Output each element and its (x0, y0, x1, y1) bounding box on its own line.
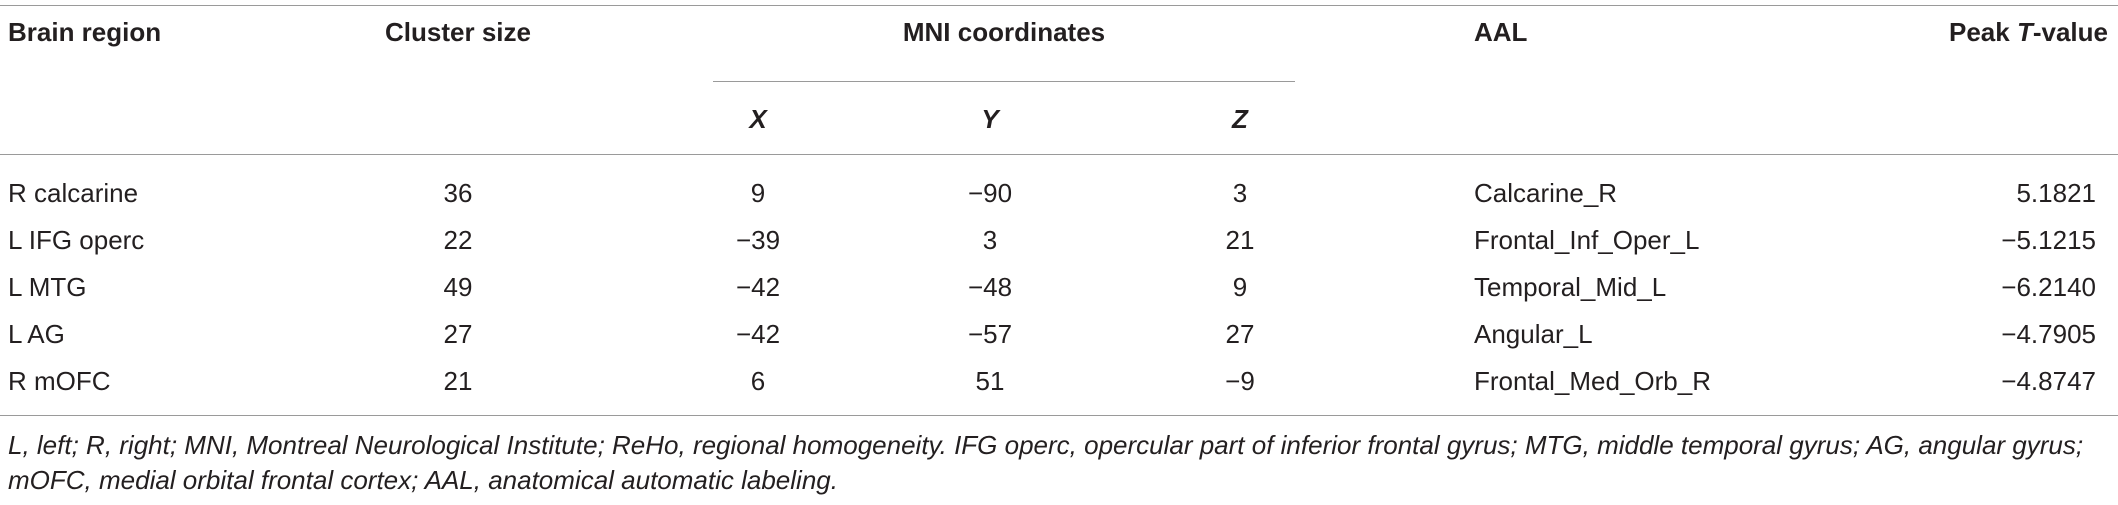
cell-y: −57 (967, 319, 1013, 349)
cell-region: L AG (8, 319, 65, 349)
cell-aal: Angular_L (1474, 319, 1593, 349)
header-peak-t-value: Peak T-value (1949, 17, 2108, 47)
cell-peak-t: −5.1215 (2001, 225, 2096, 255)
cell-cluster-size: 36 (443, 178, 473, 208)
header-aal: AAL (1474, 17, 1528, 47)
cell-peak-t: −4.8747 (2001, 366, 2096, 396)
cell-peak-t: −6.2140 (2001, 272, 2096, 302)
cell-z: 21 (1225, 225, 1255, 255)
cell-y: −90 (967, 178, 1013, 208)
cell-cluster-size: 22 (443, 225, 473, 255)
cell-aal: Frontal_Med_Orb_R (1474, 366, 1711, 396)
cell-x: 6 (750, 366, 766, 396)
cell-y: 3 (982, 225, 998, 255)
cell-x: −39 (735, 225, 781, 255)
mni-group-rule (713, 81, 1295, 82)
cell-y: −48 (967, 272, 1013, 302)
header-cluster-size: Cluster size (385, 17, 531, 47)
cell-region: R mOFC (8, 366, 111, 396)
cell-y: 51 (975, 366, 1005, 396)
header-y: Y (981, 104, 999, 134)
cell-region: L IFG operc (8, 225, 145, 255)
cell-aal: Calcarine_R (1474, 178, 1618, 208)
cell-region: R calcarine (8, 178, 139, 208)
cell-peak-t: 5.1821 (2016, 178, 2096, 208)
cell-aal: Temporal_Mid_L (1474, 272, 1667, 302)
cell-cluster-size: 49 (443, 272, 473, 302)
cell-aal: Frontal_Inf_Oper_L (1474, 225, 1700, 255)
table-bottom-rule (0, 415, 2118, 416)
cell-peak-t: −4.7905 (2001, 319, 2096, 349)
cell-x: −42 (735, 319, 781, 349)
cell-region: L MTG (8, 272, 87, 302)
cell-z: 27 (1225, 319, 1255, 349)
header-x: X (749, 104, 767, 134)
cell-z: 3 (1232, 178, 1248, 208)
cell-x: −42 (735, 272, 781, 302)
header-mni-coordinates: MNI coordinates (902, 17, 1106, 47)
header-brain-region: Brain region (8, 17, 162, 47)
cell-cluster-size: 21 (443, 366, 473, 396)
cell-z: −9 (1225, 366, 1255, 396)
table-top-rule (0, 5, 2118, 6)
header-z: Z (1232, 104, 1248, 134)
header-bottom-rule (0, 154, 2118, 155)
cell-x: 9 (750, 178, 766, 208)
cell-z: 9 (1232, 272, 1248, 302)
table-footnote: L, left; R, right; MNI, Montreal Neurological Institute; ReHo, regional homogeneity. IFG operc, opercular part of inferior frontal gyrus; MTG, middle temporal gyrus; AG, angular gyrus; mOFC, medial orbital frontal cortex; AAL, anatomical automatic labeling. (8, 430, 2084, 495)
cell-cluster-size: 27 (443, 319, 473, 349)
